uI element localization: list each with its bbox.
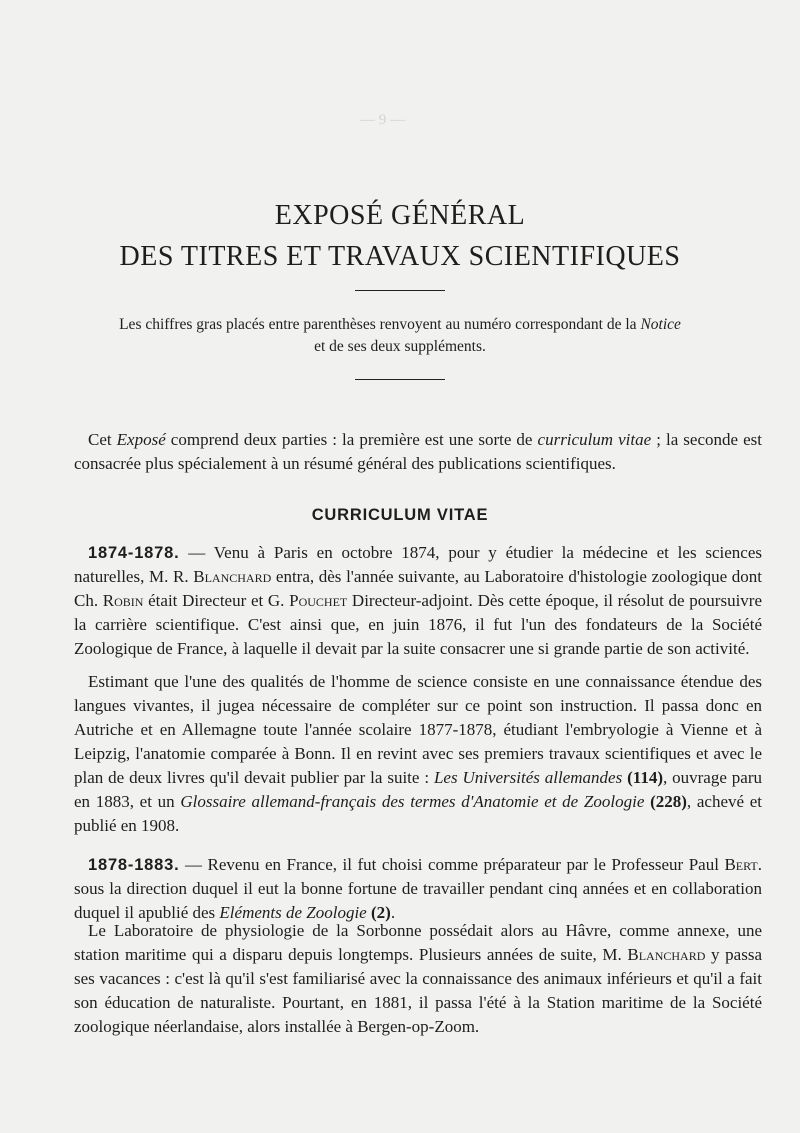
divider-rule-bottom	[355, 379, 445, 380]
p2-bold-ref-1: (114)	[622, 768, 663, 787]
note-paragraph	[50, 314, 750, 358]
date-label: 1878-1883.	[88, 856, 180, 874]
paragraph-laboratoire	[74, 919, 762, 1039]
divider-rule-top	[355, 290, 445, 291]
p3-bold-ref-1: (2)	[366, 903, 391, 922]
p2-text-2: , ouvrage paru en 1883, et un	[74, 768, 762, 811]
p1-name-robin: Robin	[102, 591, 144, 610]
bleed-page-number: — 9 —	[360, 112, 405, 128]
p4-text-1: Le Laboratoire de physiologie de la Sorbonne possédait alors au Hâvre, comme annexe, une station maritime qui a disparu depuis longtemps. Plusieurs années de suite, M.	[74, 921, 762, 964]
intro-part-1: Cet	[88, 430, 117, 449]
title-line-1: EXPOSÉ GÉNÉRAL	[274, 200, 526, 231]
intro-italic-2: curriculum vitae	[537, 430, 652, 449]
p2-text-3: , achevé et publié en 1908.	[74, 792, 762, 835]
p3-text-3: .	[390, 903, 396, 922]
p1-text-2: entra, dès l'année suivante, au Laboratoire d'histologie zoologique dont Ch.	[74, 567, 762, 610]
p1-text-4: Directeur-adjoint. Dès cette époque, il résolut de poursuivre la carrière scientifique. C'est ainsi que, en juin 1876, il fut l'un des fondateurs de la Société Zoologique de France, à laquelle il devait par la suite consacrer une si grande partie de son activité.	[74, 591, 762, 658]
note-text-after: et de ses deux suppléments.	[314, 338, 486, 355]
p3-text-1: — Revenu en France, il fut choisi comme préparateur par le Professeur Paul	[179, 855, 725, 874]
paragraph-estimant	[74, 670, 762, 838]
p1-name-pouchet: Pouchet	[289, 591, 348, 610]
p1-text-1: — Venu à Paris en octobre 1874, pour y étudier la médecine et les sciences naturelles, M. R.	[74, 543, 762, 586]
date-label: 1874-1878.	[88, 544, 180, 562]
intro-paragraph	[74, 428, 762, 476]
p3-name-bert: Bert	[724, 855, 758, 874]
p4-text-2: y passa ses vacances : c'est là qu'il s'est familiarisé avec la connaissance des animaux inférieurs et qu'il a fait son éducation de naturaliste. Pourtant, en 1881, il passa l'été à la Station maritime de la Société zoologique néerlandaise, alors installée à Bergen-op-Zoom.	[74, 945, 762, 1036]
intro-italic-1: Exposé	[116, 430, 166, 449]
p1-text-3: était Directeur et G.	[143, 591, 290, 610]
section-heading: CURRICULUM VITAE	[311, 506, 489, 524]
p1-name-blanchard: Blanchard	[193, 567, 272, 586]
intro-part-2: comprend deux parties : la première est une sorte de	[165, 430, 538, 449]
p3-text-2: . sous la direction duquel il eut la bonne fortune de travailler pendant cinq années et en collaboration duquel il apublié des	[74, 855, 762, 922]
title-line-2: DES TITRES ET TRAVAUX SCIENTIFIQUES	[119, 241, 681, 272]
intro-part-3: ; la seconde est consacrée plus spécialement à un résumé général des publications scientifiques.	[74, 430, 762, 473]
paragraph-1874-1878	[74, 541, 762, 661]
paragraph-1878-1883	[74, 853, 762, 925]
note-italic: Notice	[640, 316, 681, 333]
p2-bold-ref-2: (228)	[644, 792, 687, 811]
note-text-before: Les chiffres gras placés entre parenthèses renvoyent au numéro correspondant de la	[119, 316, 641, 333]
p2-italic-1: Les Universités allemandes	[433, 768, 623, 787]
p2-italic-2: Glossaire allemand-français des termes d'Anatomie et de Zoologie	[180, 792, 645, 811]
p3-italic-1: Eléments de Zoologie	[219, 903, 367, 922]
p4-name-blanchard: Blanchard	[627, 945, 706, 964]
p2-text-1: Estimant que l'une des qualités de l'homme de science consiste en une connaissance étendue des langues vivantes, il jugea nécessaire de compléter sur ce point son instruction. Il passa donc en Autriche et en Allemagne toute l'année scolaire 1877-1878, étudiant l'embryologie à Vienne et à Leipzig, l'anatomie comparée à Bonn. Il en revint avec ses premiers travaux scientifiques et avec le plan de deux livres qu'il devait publier par la suite :	[74, 672, 762, 787]
